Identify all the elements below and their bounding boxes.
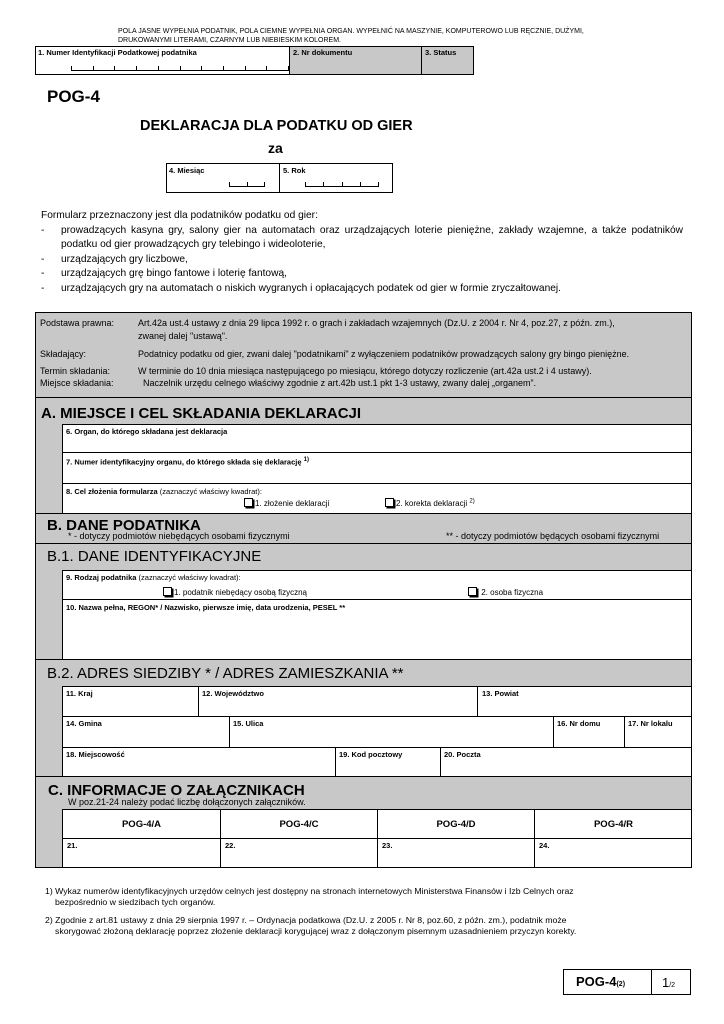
section-a-fields	[62, 424, 691, 513]
full-name-field[interactable]: 10. Nazwa pełna, REGON* / Nazwisko, pierwsze imię, data urodzenia, PESEL **	[66, 603, 346, 612]
nip-digit-boxes	[71, 66, 289, 71]
section-b2-fields	[62, 686, 691, 776]
intro-item: - urządzających gry na automatach o niskich wygranych i opłacających podatek od gier w formie zryczałtowanej.	[41, 282, 561, 294]
municipality-field[interactable]: 14. Gmina	[66, 719, 102, 728]
option-declaration[interactable]: 1. złożenie deklaracji	[244, 498, 329, 508]
county-field[interactable]: 13. Powiat	[482, 689, 519, 698]
purpose-field: 8. Cel złożenia formularza (zaznaczyć właściwy kwadrat): 1. złożenie deklaracji 2. korekta deklaracji $^{2)}$	[66, 487, 475, 508]
attachment-count-24[interactable]: 24.	[539, 841, 550, 850]
house-number-field[interactable]: 16. Nr domu	[557, 719, 601, 728]
period-za: za	[268, 140, 283, 156]
checkbox-icon	[163, 587, 172, 596]
col-pog4d: POG-4/D	[436, 818, 476, 830]
col-pog4a: POG-4/A	[121, 818, 162, 830]
fill-instructions: POLA JASNE WYPEŁNIA PODATNIK, POLA CIEMNE WYPEŁNIA ORGAN. WYPEŁNIĆ NA MASZYNIE, KOMPUTEROWO LUB RĘCZNIE, DUŻYMI, DRUKOWANYMI LITERAMI, CZARNYM LUB NIEBIESKIM KOLOREM.	[118, 28, 584, 44]
intro: Formularz przeznaczony jest dla podatników podatku od gier: - prowadzących kasyna gry, salony gier na automatach oraz urządzających loterie pieniężne, zakłady wzajemne, a także podatników podatku od gier prowadzących gry telebingo i wideoloterie, - urządzających gry liczbowe, - urządzających grę bingo fantowe i loterię fantową, - urządzających gry na automatach o niskich wygranych i opłacających podatek od gier w formie zryczałtowanej.	[41, 209, 683, 296]
option-correction[interactable]: 2. korekta deklaracji $^{2)}$	[385, 498, 475, 508]
section-a-title: A. MIEJSCE I CEL SKŁADANIA DEKLARACJI	[41, 405, 362, 422]
post-office-field[interactable]: 20. Poczta	[444, 750, 481, 759]
province-field[interactable]: 12. Województwo	[202, 689, 264, 698]
intro-item: - urządzających grę bingo fantowe i loterię fantową,	[41, 268, 287, 279]
section-c-title: C. INFORMACJE O ZAŁĄCZNIKACH	[48, 782, 305, 799]
option-legal-entity[interactable]: 1. podatnik niebędący osobą fizyczną	[163, 587, 307, 597]
note-natural-person: ** - dotyczy podmiotów będących osobami fizycznymi	[446, 531, 660, 541]
period-box: 4. Miesiąc 5. Rok	[166, 163, 393, 193]
country-field[interactable]: 11. Kraj	[66, 689, 93, 698]
section-b1-fields	[62, 570, 691, 659]
attachment-count-23[interactable]: 23.	[382, 841, 393, 850]
legal-info: Podstawa prawna: Art.42a ust.4 ustawy z dnia 29 lipca 1992 r. o grach i zakładach wzajemnych (Dz.U. z 2004 r. Nr 4, poz.27, z późn. zm.), zwanej dalej "ustawą". Składający: Podatnicy podatku od gier, zwani dalej "podatnikami" z wyłączeniem podatników prowadzących salony gry bingo pieniężne. Termin składania: W terminie do 10 dnia miesiąca następującego po miesiącu, którego dotyczy rozliczenie (art.42a ust.2 i 4 ustawy). Miejsce składania: Naczelnik urzędu celnego właściwy zgodnie z art.42b ust.1 pkt 1-3 ustawy, zwany dalej „organem”.	[36, 313, 691, 397]
page-number: 1	[662, 975, 670, 990]
attachments-table	[62, 809, 691, 867]
form-title: DEKLARACJA DLA PODATKU OD GIER	[140, 118, 413, 134]
apartment-number-field[interactable]: 17. Nr lokalu	[628, 719, 673, 728]
section-b-title: B. DANE PODATNIKA	[47, 517, 201, 534]
col-pog4c: POG-4/C	[279, 818, 319, 830]
organ-id-field[interactable]: 7. Numer identyfikacyjny organu, do którego składa się deklarację $^{1)}$	[63, 453, 692, 484]
city-field[interactable]: 18. Miejscowość	[66, 750, 125, 759]
footer-form-code: POG-4	[576, 974, 617, 989]
nip-field[interactable]: 1. Numer Identyfikacji Podatkowej podatnika	[35, 46, 290, 75]
checkbox-icon	[385, 498, 394, 507]
page-footer: POG-4(2) 1/2	[563, 969, 691, 995]
month-input[interactable]	[229, 182, 265, 187]
section-c-hint: W poz.21-24 należy podać liczbę dołączonych załączników.	[68, 797, 306, 807]
note-legal-entity: * - dotyczy podmiotów niebędących osobami fizycznymi	[68, 531, 290, 541]
status-field: 3. Status	[421, 46, 474, 75]
attachment-count-21[interactable]: 21.	[67, 841, 78, 850]
year-input[interactable]	[305, 182, 379, 187]
footnotes: 1) Wykaz numerów identyfikacyjnych urzędów celnych jest dostępny na stronach internetowych Ministerstwa Finansów i Izb Celnych oraz bezpośrednio w siedzibach tych organów. 2) Zgodnie z art.81 ustawy z dnia 29 sierpnia 1997 r. – Ordynacja podatkowa (Dz.U. z 2005 r. Nr 8, poz.60, z późn. zm.), podatnik może skorygować złożoną deklarację poprzez złożenie deklaracji korygującej wraz z dołączonym pisemnym uzasadnieniem przyczyn korekty.	[45, 886, 577, 936]
section-b1-title: B.1. DANE IDENTYFIKACYJNE	[47, 548, 262, 565]
form-code: POG-4	[47, 87, 100, 106]
checkbox-icon	[468, 587, 477, 596]
postal-code-field[interactable]: 19. Kod pocztowy	[339, 750, 403, 759]
document-number-field: 2. Nr dokumentu	[289, 46, 422, 75]
col-pog4r: POG-4/R	[593, 818, 634, 830]
attachment-count-22[interactable]: 22.	[225, 841, 236, 850]
option-natural-person[interactable]: 2. osoba fizyczna	[468, 587, 543, 597]
intro-item: - urządzających gry liczbowe,	[41, 253, 188, 265]
intro-item: - prowadzących kasyna gry, salony gier na automatach oraz urządzających loterie pieniężne, zakłady wzajemne, a także podatników podatku od gier prowadzących gry telebingo i wideoloterie,	[41, 224, 683, 250]
organ-field[interactable]: 6. Organ, do którego składana jest deklaracja	[63, 425, 692, 453]
section-b2-title: B.2. ADRES SIEDZIBY * / ADRES ZAMIESZKANIA **	[47, 665, 404, 682]
checkbox-icon	[244, 498, 253, 507]
street-field[interactable]: 15. Ulica	[233, 719, 264, 728]
taxpayer-type-field: 9. Rodzaj podatnika (zaznaczyć właściwy kwadrat): 1. podatnik niebędący osobą fizyczną 2. osoba fizyczna	[63, 571, 692, 600]
